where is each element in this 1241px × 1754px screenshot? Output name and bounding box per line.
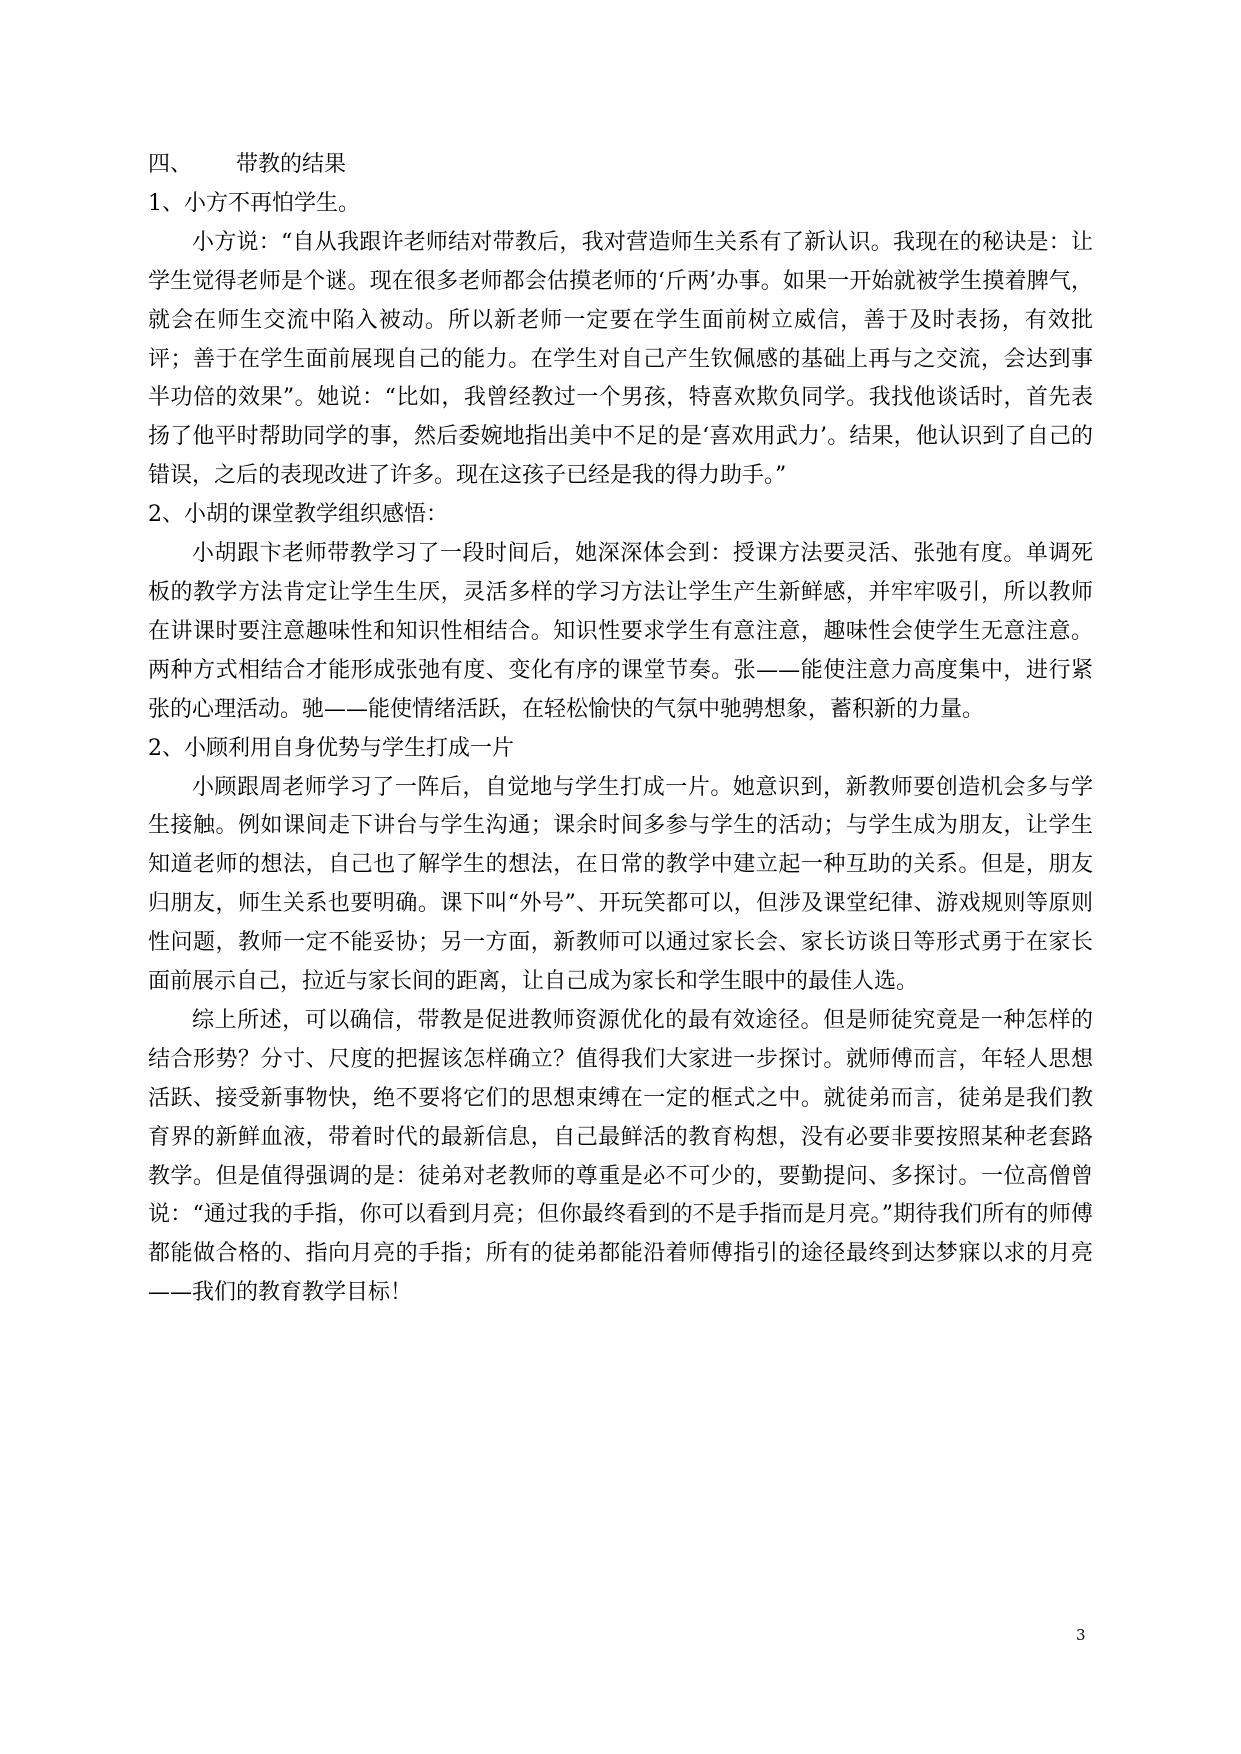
section-number: 四、	[148, 152, 193, 177]
item-heading-2: 2、小胡的课堂教学组织感悟：	[148, 502, 448, 528]
conclusion-paragraph: 综上所述，可以确信，带教是促进教师资源优化的最有效途径。但是师徒究竟是一种怎样的结合形势？分寸、尺度的把握该怎样确立？值得我们大家进一步探讨。就师傅而言，年轻人思想活跃、接受新事物快，绝不要将它们的思想束缚在一定的框式之中。就徒弟而言，徒弟是我们教育界的新鲜血液，带着时代的最新信息，自己最鲜活的教育构想，没有必要非要按照某种老套路教学。但是值得强调的是：徒弟对老教师的尊重是必不可少的，要勤提问、多探讨。一位高僧曾说：“通过我的手指，你可以看到月亮；但你最终看到的不是手指而是月亮。”期待我们所有的师傅都能做合格的、指向月亮的手指；所有的徒弟都能沿着师傅指引的途径最终到达梦寐以求的月亮——我们的教育教学目标！	[148, 1007, 1093, 1306]
item-paragraph-3: 小顾跟周老师学习了一阵后，自觉地与学生打成一片。她意识到，新教师要创造机会多与学生接触。例如课间走下讲台与学生沟通；课余时间多参与学生的活动；与学生成为朋友，让学生知道老师的想法，自己也了解学生的想法，在日常的教学中建立起一种互助的关系。但是，朋友归朋友，师生关系也要明确。课下叫“外号”、开玩笑都可以，但涉及课堂纪律、游戏规则等原则性问题，教师一定不能妥协；另一方面，新教师可以通过家长会、家长访谈日等形式勇于在家长面前展示自己，拉近与家长间的距离，让自己成为家长和学生眼中的最佳人选。	[148, 774, 1093, 995]
item-paragraph-1: 小方说：“自从我跟许老师结对带教后，我对营造师生关系有了新认识。我现在的秘诀是：让学生觉得老师是个谜。现在很多老师都会估摸老师的‘斤两’办事。如果一开始就被学生摸着脾气，就会在师生交流中陷入被动。所以新老师一定要在学生面前树立威信，善于及时表扬，有效批评；善于在学生面前展现自己的能力。在学生对自己产生钦佩感的基础上再与之交流，会达到事半功倍的效果”。她说：“比如，我曾经教过一个男孩，特喜欢欺负同学。我找他谈话时，首先表扬了他平时帮助同学的事，然后委婉地指出美中不足的是‘喜欢用武力’。结果，他认识到了自己的错误，之后的表现改进了许多。现在这孩子已经是我的得力助手。”	[148, 229, 1093, 489]
document-body	[148, 146, 1093, 1313]
section-heading	[148, 146, 1093, 185]
item-paragraph-2: 小胡跟卞老师带教学习了一段时间后，她深深体会到：授课方法要灵活、张弛有度。单调死板的教学方法肯定让学生生厌，灵活多样的学习方法让学生产生新鲜感，并牢牢吸引，所以教师在讲课时要注意趣味性和知识性相结合。知识性要求学生有意注意，趣味性会使学生无意注意。两种方式相结合才能形成张弛有度、变化有序的课堂节奏。张——能使注意力高度集中，进行紧张的心理活动。驰——能使情绪活跃，在轻松愉快的气氛中驰骋想象，蓄积新的力量。	[148, 541, 1093, 722]
section-title: 带教的结果	[236, 152, 347, 177]
item-heading-1: 1、小方不再怕学生。	[148, 190, 360, 216]
item-heading-3: 2、小顾利用自身优势与学生打成一片	[148, 735, 514, 761]
page-number: 3	[1076, 1626, 1086, 1644]
